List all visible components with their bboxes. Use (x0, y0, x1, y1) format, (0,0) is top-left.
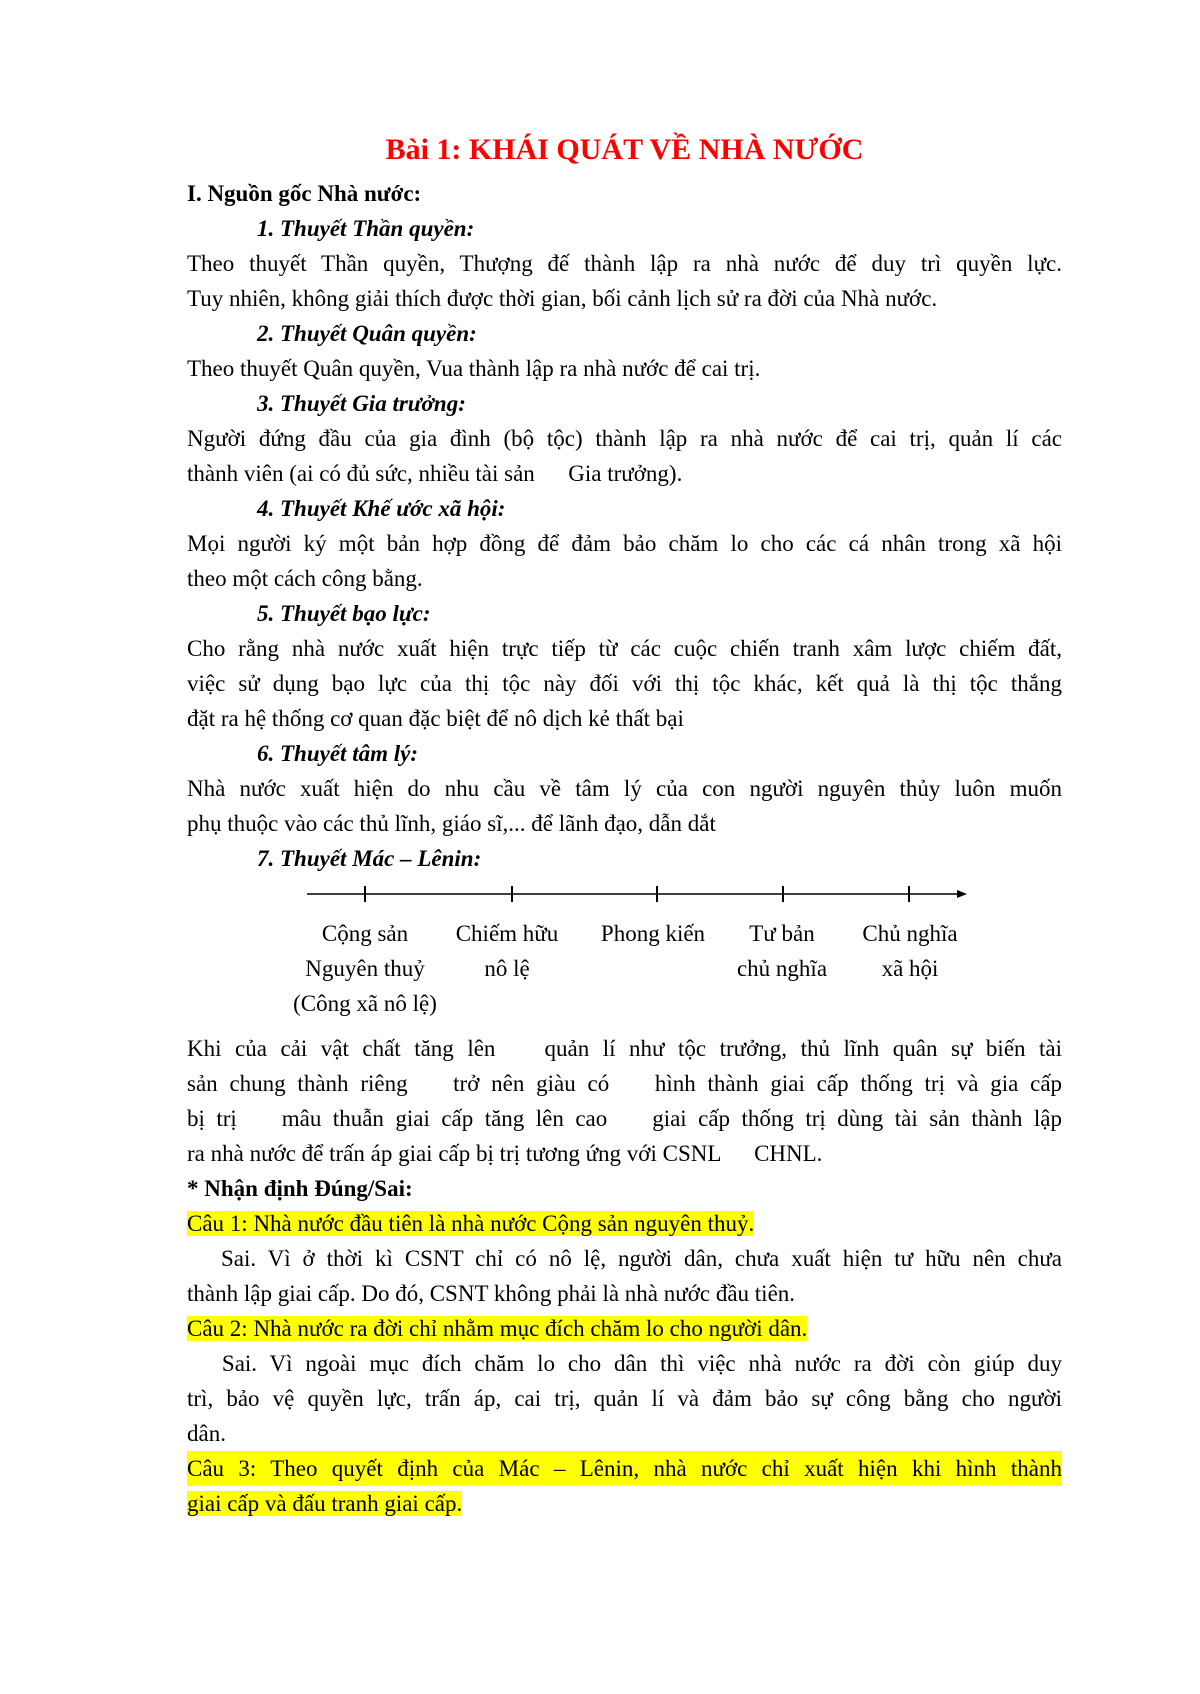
answer-line (187, 1346, 1062, 1381)
text-fragment: thành viên (ai có đủ sức, nhiều tài sản (187, 461, 535, 486)
stage-label: Nguyên thuỷ (305, 956, 425, 981)
history-timeline (187, 876, 1062, 1031)
question-2 (187, 1311, 1062, 1346)
text-fragment: ra nhà nước để trấn áp giai cấp bị trị tương ứng với CSNL (187, 1141, 721, 1166)
theory-text-line: việc sử dụng bạo lực của thị tộc này đối với thị tộc khác, kết quả là thị tộc thắng (187, 671, 1062, 696)
stage-label: Chủ nghĩa (862, 921, 958, 946)
stage-label: (Công xã nô lệ) (293, 991, 437, 1016)
stage-label: Cộng sản (321, 921, 409, 946)
timeline-stage-slavery (442, 916, 572, 986)
stage-label: chủ nghĩa (736, 956, 828, 981)
timeline-stage-capitalism (717, 916, 847, 986)
text-fragment: mâu thuẫn giai cấp tăng lên cao (281, 1106, 608, 1131)
theory-text-line: Theo thuyết Quân quyền, Vua thành lập ra nhà nước để cai trị. (187, 356, 761, 381)
theory-heading-violence: 5. Thuyết bạo lực: (257, 601, 431, 626)
theory-heading-psychology: 6. Thuyết tâm lý: (257, 741, 418, 766)
theory-heading-divine: 1. Thuyết Thần quyền: (257, 216, 475, 241)
text-fragment: bị trị (187, 1106, 237, 1131)
stage-label: Tư bản (749, 921, 815, 946)
text-fragment: hình thành giai cấp thống trị và gia cấp (654, 1071, 1063, 1096)
theory-text-line: Mọi người ký một bản hợp đồng để đảm bảo chăm lo cho các cá nhân trong xã hội (187, 531, 1062, 556)
stage-label: Chiếm hữu (455, 921, 559, 946)
theory-text-line: Nhà nước xuất hiện do nhu cầu về tâm lý của con người nguyên thủy luôn muốn (187, 776, 1062, 801)
theory-heading-marx-lenin: 7. Thuyết Mác – Lênin: (257, 846, 482, 871)
text-fragment: CHNL. (754, 1141, 823, 1166)
theory-text-line: phụ thuộc vào các thủ lĩnh, giáo sĩ,... để lãnh đạo, dẫn dắt (187, 811, 716, 836)
theory-text-line (187, 1031, 1062, 1066)
stage-label: nô lệ (484, 956, 530, 981)
theory-text-line: theo một cách công bằng. (187, 566, 423, 591)
question-3: Câu 3: Theo quyết định của Mác – Lênin, nhà nước chỉ xuất hiện khi hình thành (187, 1451, 1062, 1486)
question-text: Câu 1: Nhà nước đầu tiên là nhà nước Cộng sản nguyên thuỷ. (187, 1211, 755, 1236)
timeline-stage-primitive (275, 916, 455, 1021)
theory-text-line: Người đứng đầu của gia đình (bộ tộc) thành lập ra nhà nước để cai trị, quản lí các (187, 426, 1062, 451)
theory-text-line (187, 1101, 1062, 1136)
theory-heading-patriarchal: 3. Thuyết Gia trưởng: (257, 391, 466, 416)
document-page (187, 130, 1062, 1521)
timeline-stage-socialism (845, 916, 975, 986)
section-heading-origin: I. Nguồn gốc Nhà nước: (187, 181, 422, 206)
stage-label: xã hội (881, 956, 939, 981)
answer-line (187, 1241, 1062, 1276)
question-text: giai cấp và đấu tranh giai cấp. (187, 1491, 463, 1516)
answer-text: Sai. Vì ở thời kì CSNT chỉ có nô lệ, người dân, chưa xuất hiện tư hữu nên chưa (220, 1246, 1062, 1271)
theory-text-line (187, 1136, 1062, 1171)
theory-text-line: Tuy nhiên, không giải thích được thời gian, bối cảnh lịch sử ra đời của Nhà nước. (187, 286, 938, 311)
question-1 (187, 1206, 1062, 1241)
theory-heading-social-contract: 4. Thuyết Khế ước xã hội: (257, 496, 506, 521)
answer-line: dân. (187, 1421, 226, 1446)
text-fragment: Gia trưởng). (568, 461, 683, 486)
timeline-stage-feudalism (583, 916, 723, 951)
text-fragment: quản lí như tộc trưởng, thủ lĩnh quân sự biến tài (544, 1036, 1063, 1061)
theory-text-line: đặt ra hệ thống cơ quan đặc biệt để nô dịch kẻ thất bại (187, 706, 684, 731)
stage-label: Phong kiến (600, 921, 706, 946)
answer-line: trì, bảo vệ quyền lực, trấn áp, cai trị, quản lí và đảm bảo sự công bằng cho người (187, 1386, 1062, 1411)
text-fragment: Khi của cải vật chất tăng lên (187, 1036, 496, 1061)
page-title: Bài 1: KHÁI QUÁT VỀ NHÀ NƯỚC (385, 133, 864, 166)
true-false-heading: * Nhận định Đúng/Sai: (187, 1176, 413, 1201)
theory-text-line: Theo thuyết Thần quyền, Thượng đế thành lập ra nhà nước để duy trì quyền lực. (187, 251, 1062, 276)
timeline-axis (307, 884, 967, 904)
answer-line: thành lập giai cấp. Do đó, CSNT không phải là nhà nước đầu tiên. (187, 1281, 796, 1306)
text-fragment: trở nên giàu có (453, 1071, 610, 1096)
theory-heading-monarchy: 2. Thuyết Quân quyền: (257, 321, 477, 346)
answer-text: Sai. Vì ngoài mục đích chăm lo cho dân thì việc nhà nước ra đời còn giúp duy (221, 1351, 1062, 1376)
text-fragment: giai cấp thống trị dùng tài sản thành lập (652, 1106, 1062, 1131)
timeline-arrowhead (957, 890, 967, 898)
text-fragment: sản chung thành riêng (187, 1071, 408, 1096)
question-3-cont (187, 1486, 1062, 1521)
theory-text-line (187, 1066, 1062, 1101)
question-text: Câu 2: Nhà nước ra đời chỉ nhằm mục đích chăm lo cho người dân. (187, 1316, 808, 1341)
theory-text-line: Cho rằng nhà nước xuất hiện trực tiếp từ các cuộc chiến tranh xâm lược chiếm đất, (187, 636, 1062, 661)
theory-text-line (187, 456, 1062, 491)
